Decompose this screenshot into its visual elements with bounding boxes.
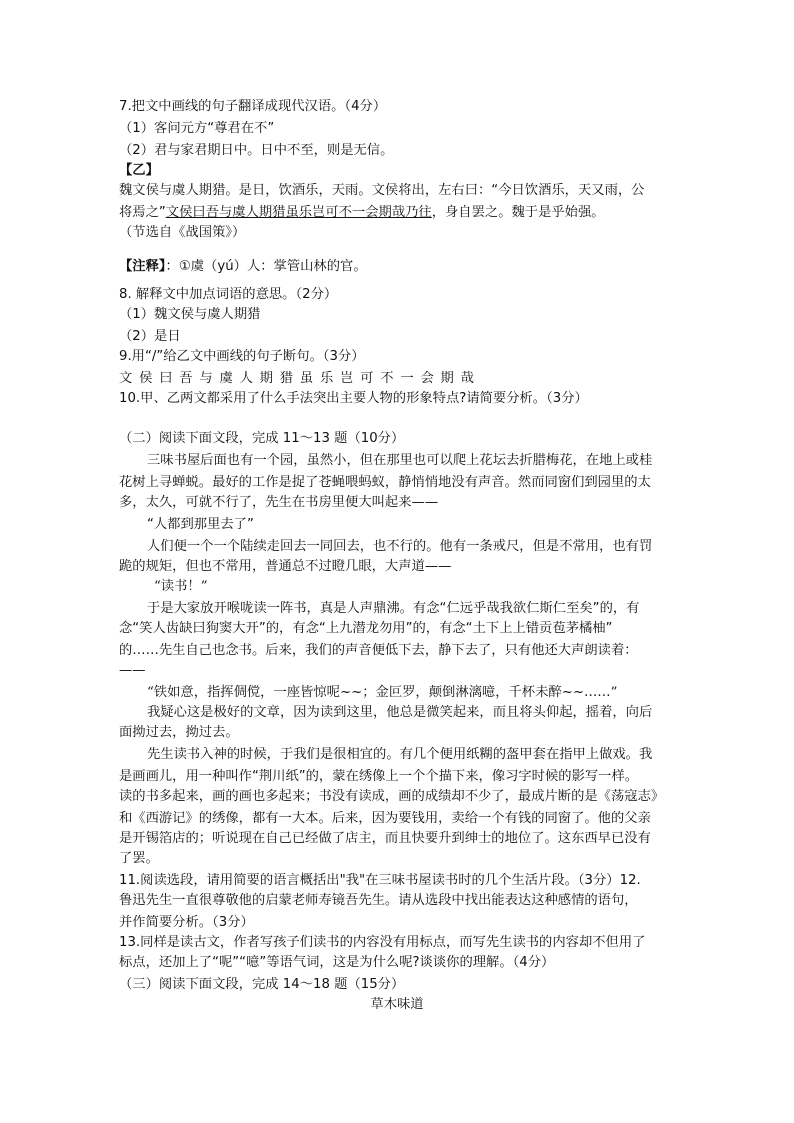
- passage-line: 多，太久，可就不行了，先生在书房里便大叫起来——: [119, 495, 439, 510]
- part3-heading: （三）阅读下面文段，完成 14～18 题（15分）: [119, 977, 405, 992]
- yi-passage-line-2-start: 将焉之”: [119, 205, 166, 220]
- passage-line: 三味书屋后面也有一个园，虽然小，但在那里也可以爬上花坛去折腊梅花，在地上或桂: [147, 453, 653, 468]
- quote-teacher-call: “人都到那里去了”: [147, 517, 254, 532]
- question-11: 11.阅读选段，请用简要的语言概括出"我"在三味书屋读书时的几个生活片段。（3分）12.: [119, 873, 641, 888]
- question-7-item-1: （1）客问元方“尊君在不”: [119, 121, 275, 136]
- question-12-line-1: 鲁迅先生一直很尊敬他的启蒙老师寿镜吾先生。请从选段中找出能表达这种感情的语句，: [119, 893, 638, 908]
- yi-source: （节选自《战国策》）: [119, 225, 246, 240]
- passage-line: ——: [119, 663, 146, 678]
- passage-line: 先生读书入神的时候，于我们是很相宜的。有几个便用纸糊的盔甲套在指甲上做戏。我: [147, 747, 653, 762]
- passage-line: 和《西游记》的绣像，都有一大本。后来，因为要钱用，卖给一个有钱的同窗了。他的父亲: [119, 811, 651, 826]
- yi-note: [119, 258, 367, 276]
- question-8: 8. 解释文中加点词语的意思。（2分）: [119, 287, 338, 302]
- yi-heading: 【乙】: [119, 163, 159, 178]
- underlined-sentence: 文侯曰吾与虞人期猎虽乐岂可不一会期哉乃往: [165, 205, 432, 220]
- passage-line: 念“笑人齿缺曰狗窦大开”的，有念“上九潜龙勿用”的，有念“土下上上错贡苞茅橘柚”: [119, 621, 613, 636]
- quote-teacher-reading: “铁如意，指挥倜傥，一座皆惊呢~~；金叵罗，颠倒淋漓噫，千杯未醉~~……”: [147, 685, 618, 700]
- part3-title: 草木味道: [370, 997, 424, 1012]
- question-9-text: 文侯曰吾与虞人期猎虽乐岂可不一会期哉: [119, 371, 481, 386]
- part2-heading: （二）阅读下面文段，完成 11～13 题（10分）: [119, 431, 405, 446]
- passage-line: 人们便一个一个陆续走回去一同回去，也不行的。他有一条戒尺，但是不常用，也有罚: [147, 539, 653, 554]
- passage-line: 是开锡箔店的；听说现在自己已经做了店主，而且快要升到绅士的地位了。这东西早已没有: [119, 831, 651, 846]
- question-13-line-1: 13.同样是读古文，作者写孩子们读书的内容没有用标点，而写先生读书的内容却不但用了: [119, 935, 646, 950]
- question-8-item-1: （1）魏文侯与虞人期猎: [119, 307, 261, 322]
- passage-line: 的……先生自己也念书。后来，我们的声音便低下去，静下去了，只有他还大声朗读着：: [119, 643, 638, 658]
- passage-line: 于是大家放开喉咙读一阵书，真是人声鼎沸。有念“仁远乎哉我欲仁斯仁至矣”的，有: [147, 601, 640, 616]
- passage-line: 花树上寻蝉蜕。最好的工作是捉了苍蝇喂蚂蚁，静悄悄地没有声音。然而同窗们到园里的太: [119, 475, 651, 490]
- note-text: ：①虞（yú）人：掌管山林的官。: [165, 259, 367, 274]
- passage-line: 了罢。: [119, 851, 159, 866]
- question-10: 10.甲、乙两文都采用了什么手法突出主要人物的形象特点?请简要分析。（3分）: [119, 391, 588, 406]
- passage-line: 跪的规矩，但也不常用，普通总不过瞪几眼，大声道——: [119, 559, 452, 574]
- passage-line: 是画画儿，用一种叫作“荆川纸”的，蒙在绣像上一个个描下来，像习字时候的影写一样。: [119, 769, 639, 784]
- note-label: 【注释】: [119, 259, 166, 274]
- quote-read: “读书！”: [154, 579, 208, 594]
- question-7-item-2: （2）君与家君期日中。日中不至，则是无信。: [119, 143, 394, 158]
- question-12-line-2: 并作简要分析。（3分）: [119, 915, 254, 930]
- yi-passage-line-1: 魏文侯与虞人期猎。是日，饮酒乐，天雨。文侯将出，左右曰：“今日饮酒乐，天又雨，公: [119, 183, 645, 198]
- passage-line: 读的书多起来，画的画也多起来；书没有读成，画的成绩却不少了，最成片断的是《荡寇志》: [119, 789, 665, 804]
- yi-passage-line-2-end: ，身自罢之。魏于是乎始强。: [431, 205, 605, 220]
- question-7: 7.把文中画线的句子翻译成现代汉语。（4分）: [119, 99, 387, 114]
- question-9: 9.用“/”给乙文中画线的句子断句。（3分）: [119, 349, 365, 364]
- question-8-item-2: （2）是日: [119, 329, 181, 344]
- passage-line: 面拗过去，拗过去。: [119, 725, 239, 740]
- passage-line: 我疑心这是极好的文章，因为读到这里，他总是微笑起来，而且将头仰起，摇着，向后: [147, 705, 653, 720]
- question-13-line-2: 标点，还加上了“呢”“噫”等语气词，这是为什么呢?谈谈你的理解。（4分）: [119, 955, 555, 970]
- yi-passage-line-2: [119, 204, 605, 222]
